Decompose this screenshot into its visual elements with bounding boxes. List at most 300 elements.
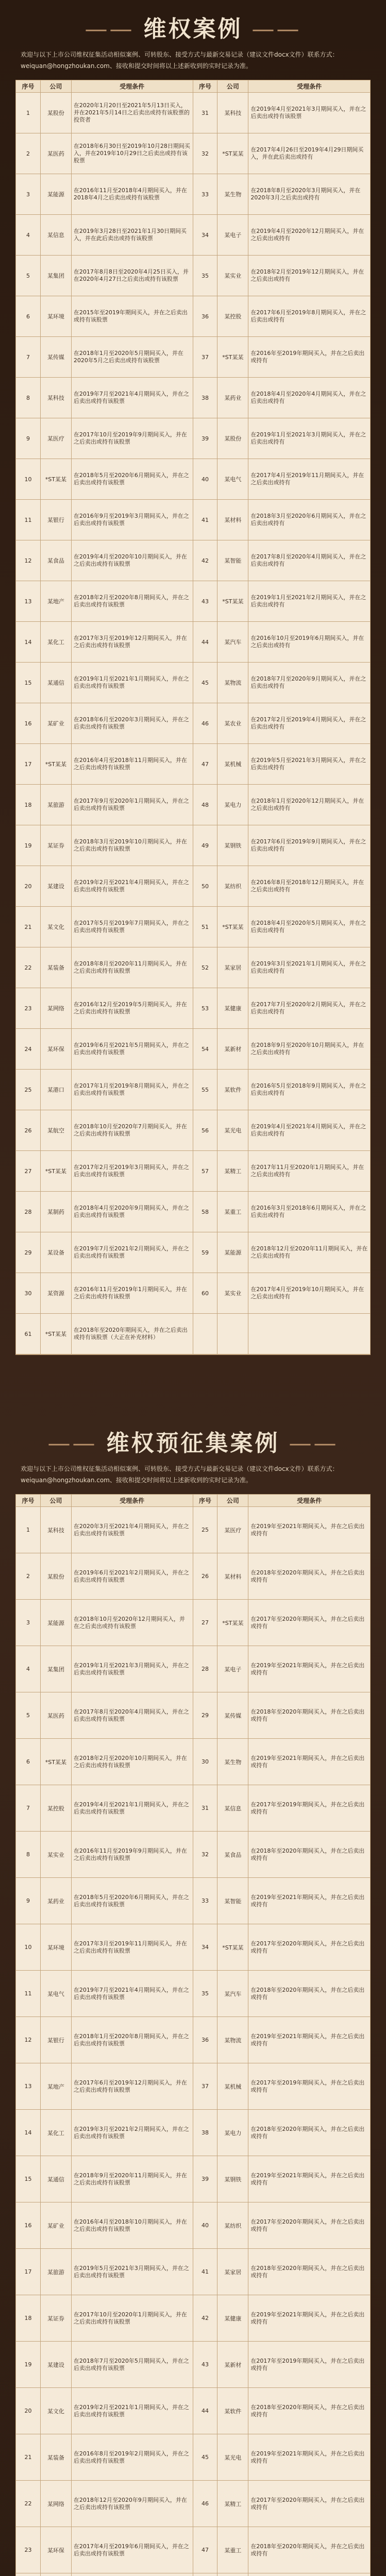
criteria: 在2019年4月至2021年4月期间买入，并在之后卖出或持有 xyxy=(248,1110,370,1151)
company-name: 某网络 xyxy=(41,988,72,1029)
company-name: 某家居 xyxy=(217,947,248,988)
company-name: 某装备 xyxy=(41,2434,72,2481)
row-number: 24 xyxy=(16,1029,41,1070)
table-row xyxy=(16,2110,370,2156)
company-name: 某新材 xyxy=(217,1029,248,1070)
company-name: 某传媒 xyxy=(217,1692,248,1739)
criteria: 在2018年2月至2020年10月期间买入，并在之后卖出或持有该股票 xyxy=(72,1739,193,1785)
row-number: 49 xyxy=(193,825,218,866)
row-number xyxy=(193,1314,218,1354)
company-name: 某电气 xyxy=(217,459,248,500)
section1-intro xyxy=(21,49,366,72)
row-number: 6 xyxy=(16,296,41,337)
company-name: 某智能 xyxy=(217,540,248,581)
criteria: 在2015年至2019年期间买入，并在之后卖出或持有该股票 xyxy=(72,296,193,337)
criteria: 在2018年10月至2020年12月期间买入，并在之后卖出或持有该股票 xyxy=(72,1600,193,1646)
company-name: 某电气 xyxy=(41,1971,72,2017)
company-name: *ST某某 xyxy=(217,1924,248,1971)
criteria: 在2019年3月28日至2021年1月30日期间买入，并在此后卖出或持有该股票 xyxy=(72,215,193,256)
criteria xyxy=(248,2573,370,2576)
criteria: 在2019年5月至2021年3月期间买入，并在之后卖出或持有 xyxy=(248,744,370,785)
table-row xyxy=(16,988,370,1029)
criteria: 在2019年6月至2021年5月期间买入，并在之后卖出或持有该股票 xyxy=(72,1029,193,1070)
row-number: 27 xyxy=(193,1600,218,1646)
row-number: 2 xyxy=(16,1553,41,1600)
criteria: 在2018年2月至2020年8月期间买入，并在之后卖出或持有该股票 xyxy=(72,581,193,622)
criteria: 在2019年2月至2021年1月期间买入，并在之后卖出或持有该股票 xyxy=(72,2388,193,2434)
row-number: 16 xyxy=(16,703,41,744)
criteria: 在2019年至2021年期间买入，并在之后卖出或持有 xyxy=(248,1739,370,1785)
table-row xyxy=(16,2573,370,2576)
criteria: 在2018年5月至2020年6月期间买入，并在之后卖出或持有该股票 xyxy=(72,459,193,500)
section2-intro-line1: 欢迎与以下上市公司维权征集活动相似案例、可转股东、接受方式与最新交易记录（建议文件docx文件）联系方式： xyxy=(21,1465,339,1472)
row-number: 36 xyxy=(193,296,218,337)
row-number: 43 xyxy=(193,581,218,622)
row-number: 21 xyxy=(16,907,41,947)
section2-title-text: 维权预征集案例 xyxy=(106,1430,280,1456)
criteria: 在2019年2月至2021年4月期间买入，并在之后卖出或持有该股票 xyxy=(72,866,193,907)
row-number: 16 xyxy=(16,2202,41,2249)
row-number: 42 xyxy=(193,540,218,581)
company-name: 某信息 xyxy=(217,1785,248,1832)
table-row xyxy=(16,1739,370,1785)
table-row xyxy=(16,703,370,744)
table-row xyxy=(16,785,370,825)
row-number: 11 xyxy=(16,500,41,540)
row-number: 20 xyxy=(16,2388,41,2434)
criteria: 在2017年10月至2019年9月期间买入，并在之后卖出或持有该股票 xyxy=(72,418,193,459)
row-number: 27 xyxy=(16,1151,41,1192)
company-name: 某汽车 xyxy=(217,1971,248,2017)
row-number: 59 xyxy=(193,1232,218,1273)
company-name: 某汽车 xyxy=(217,622,248,663)
criteria: 在2017年至2019年期间买入，并在之后卖出或持有 xyxy=(248,2342,370,2388)
criteria: 在2019年至2021年期间买入，并在之后卖出或持有 xyxy=(248,1507,370,1553)
criteria: 在2017年8月至2020年4月期间买入，并在之后卖出或持有该股票 xyxy=(72,1692,193,1739)
criteria: 在2017年至2020年期间买入，并在之后卖出或持有 xyxy=(248,1924,370,1971)
row-number: 19 xyxy=(16,2342,41,2388)
company-name: 某精工 xyxy=(217,1151,248,1192)
row-number: 50 xyxy=(193,866,218,907)
company-name: *ST某某 xyxy=(217,907,248,947)
row-number xyxy=(16,2573,41,2576)
row-number: 18 xyxy=(16,785,41,825)
company-name xyxy=(217,1314,248,1354)
row-number: 23 xyxy=(16,988,41,1029)
criteria: 在2016年12月至2019年5月期间买入，并在之后卖出或持有该股票 xyxy=(72,988,193,1029)
criteria: 在2017年6月至2019年9月期间买入，并在之后卖出或持有 xyxy=(248,825,370,866)
criteria: 在2019年5月至2021年3月期间买入，并在之后卖出或持有该股票 xyxy=(72,2249,193,2295)
company-name: *ST某某 xyxy=(41,744,72,785)
row-number: 48 xyxy=(193,785,218,825)
company-name: 某重工 xyxy=(217,2527,248,2573)
criteria: 在2017年11月至2020年1月期间买入，并在之后卖出或持有 xyxy=(248,1151,370,1192)
company-name: 某精工 xyxy=(217,2481,248,2527)
row-number: 30 xyxy=(16,1273,41,1314)
criteria: 在2017年2月至2019年3月期间买入，并在之后卖出或持有该股票 xyxy=(72,1151,193,1192)
company-name: 某药业 xyxy=(41,1878,72,1924)
table-row xyxy=(16,2295,370,2342)
table-header xyxy=(16,1495,370,1507)
row-number: 11 xyxy=(16,1971,41,2017)
row-number: 51 xyxy=(193,907,218,947)
table-row xyxy=(16,174,370,215)
row-number: 33 xyxy=(193,174,218,215)
criteria: 在2017年至2020年期间买入，并在之后卖出或持有 xyxy=(248,1600,370,1646)
company-name: 某环境 xyxy=(41,296,72,337)
company-name: 某实业 xyxy=(41,1832,72,1878)
criteria: 在2016年至2019年期间买入，并在之后卖出或持有 xyxy=(248,337,370,378)
row-number: 26 xyxy=(16,1110,41,1151)
table-row xyxy=(16,1832,370,1878)
row-number: 36 xyxy=(193,2017,218,2063)
criteria: 在2017年6月至2019年8月期间买入，并在之后卖出或持有 xyxy=(248,296,370,337)
criteria: 在2016年4月至2018年11月期间买入，并在之后卖出或持有该股票 xyxy=(72,744,193,785)
row-number: 39 xyxy=(193,418,218,459)
row-number: 43 xyxy=(193,2342,218,2388)
company-name: 某建设 xyxy=(41,866,72,907)
criteria: 在2017年至2020年期间买入，并在之后卖出或持有 xyxy=(248,2202,370,2249)
row-number: 38 xyxy=(193,2110,218,2156)
company-name: 某医疗 xyxy=(41,418,72,459)
table-row xyxy=(16,581,370,622)
table-row xyxy=(16,2249,370,2295)
company-name: 某证券 xyxy=(41,2295,72,2342)
company-name: *ST某某 xyxy=(41,1151,72,1192)
row-number: 21 xyxy=(16,2434,41,2481)
row-number: 35 xyxy=(193,1971,218,2017)
company-name: 某电子 xyxy=(217,1646,248,1692)
criteria: 在2019年至2021年期间买入，并在之后卖出或持有 xyxy=(248,2295,370,2342)
criteria: 在2018年1月至2020年8月期间买入，并在之后卖出或持有该股票 xyxy=(72,2017,193,2063)
company-name: 某光电 xyxy=(217,2434,248,2481)
criteria: 在2017年8月8日至2020年4月25日买入，并在2020年4月27日之后卖出或持有该股票 xyxy=(72,256,193,296)
criteria: 在2016年9月至2019年3月期间买入，并在之后卖出或持有该股票 xyxy=(72,500,193,540)
company-name: 某软件 xyxy=(217,2388,248,2434)
row-number: 40 xyxy=(193,2202,218,2249)
criteria: 在2018年至2020年期间买入，并在之后卖出或持有 xyxy=(248,1832,370,1878)
row-number: 8 xyxy=(16,1832,41,1878)
criteria: 在2019年4月至2020年12月期间买入，并在之后卖出或持有 xyxy=(248,215,370,256)
row-number: 10 xyxy=(16,1924,41,1971)
header-cell: 序号 xyxy=(193,1495,218,1507)
row-number: 19 xyxy=(16,825,41,866)
row-number: 15 xyxy=(16,663,41,703)
criteria: 在2018年至2020年期间买入，并在之后卖出或持有 xyxy=(248,1692,370,1739)
company-name: 某钢铁 xyxy=(217,2156,248,2202)
table-row xyxy=(16,2017,370,2063)
criteria: 在2018年至2020年期间买入，并在之后卖出或持有该股票（大正在补充材料） xyxy=(72,1314,193,1354)
company-name: 某股份 xyxy=(41,1553,72,1600)
section1-intro-line1: 欢迎与以下上市公司维权征集活动相似案例、可转股东、接受方式与最新交易记录（建议文件docx文件）联系方式： xyxy=(21,51,339,58)
company-name: *ST某某 xyxy=(217,337,248,378)
criteria: 在2017年7月至2020年2月期间买入，并在之后卖出或持有 xyxy=(248,988,370,1029)
row-number: 29 xyxy=(16,1232,41,1273)
criteria: 在2016年8月至2018年12月期间买入，并在之后卖出或持有 xyxy=(248,866,370,907)
criteria: 在2017年5月至2019年7月期间买入，并在之后卖出或持有该股票 xyxy=(72,907,193,947)
table-row xyxy=(16,337,370,378)
row-number: 5 xyxy=(16,1692,41,1739)
section2-title: —— 维权预征集案例 —— xyxy=(47,1430,339,1456)
row-number: 44 xyxy=(193,2388,218,2434)
criteria: 在2018年5月至2020年6月期间买入，并在之后卖出或持有该股票 xyxy=(72,1878,193,1924)
row-number: 44 xyxy=(193,622,218,663)
company-name: 某通信 xyxy=(41,2156,72,2202)
company-name: 某股份 xyxy=(217,418,248,459)
company-name: 某文化 xyxy=(41,2388,72,2434)
header-cell: 受理条件 xyxy=(72,80,193,93)
company-name: 某信息 xyxy=(41,215,72,256)
row-number: 28 xyxy=(193,1646,218,1692)
company-name: 某农业 xyxy=(217,703,248,744)
company-name: 某医药 xyxy=(41,1692,72,1739)
header-cell: 序号 xyxy=(16,80,41,93)
criteria: 在2017年至2020年期间买入，并在之后卖出或持有 xyxy=(248,2481,370,2527)
row-number: 3 xyxy=(16,1600,41,1646)
table-row xyxy=(16,1232,370,1273)
row-number: 31 xyxy=(193,93,218,133)
criteria: 在2020年1月20日至2021年5月13日买入，并在2021年5月14日之后卖出或持有该股票的投资者 xyxy=(72,93,193,133)
company-name: 某集团 xyxy=(41,1646,72,1692)
criteria: 在2018年7月至2020年9月期间买入，并在之后卖出或持有 xyxy=(248,663,370,703)
company-name: 某设备 xyxy=(41,1232,72,1273)
row-number: 33 xyxy=(193,1878,218,1924)
criteria: 在2018年6月至2020年3月期间买入，并在之后卖出或持有该股票 xyxy=(72,703,193,744)
row-number: 58 xyxy=(193,1192,218,1232)
row-number: 42 xyxy=(193,2295,218,2342)
header-cell: 公司 xyxy=(41,1495,72,1507)
criteria: 在2018年至2020年期间买入，并在之后卖出或持有 xyxy=(248,1553,370,1600)
row-number: 25 xyxy=(16,1070,41,1110)
company-name: 某医药 xyxy=(41,133,72,174)
row-number: 1 xyxy=(16,93,41,133)
company-name: 某银行 xyxy=(41,2017,72,2063)
criteria: 在2018年3月至2020年6月期间买入，并在之后卖出或持有 xyxy=(248,500,370,540)
row-number: 9 xyxy=(16,418,41,459)
section2-table xyxy=(15,1494,371,2576)
company-name: 某传媒 xyxy=(41,337,72,378)
criteria: 在2017年8月至2020年4月期间买入，并在之后卖出或持有 xyxy=(248,540,370,581)
company-name: 某地产 xyxy=(41,2063,72,2110)
company-name: 某科技 xyxy=(217,93,248,133)
company-name: 某证券 xyxy=(41,825,72,866)
company-name: 某家居 xyxy=(217,2249,248,2295)
company-name: *ST某某 xyxy=(217,1600,248,1646)
company-name: 某网络 xyxy=(41,2481,72,2527)
criteria: 在2019年至2021年期间买入，并在之后卖出或持有 xyxy=(248,2017,370,2063)
criteria: 在2017年4月至2019年10月期间买入，并在之后卖出或持有 xyxy=(248,1273,370,1314)
row-number: 45 xyxy=(193,663,218,703)
criteria: 在2016年5月至2018年9月期间买入，并在之后卖出或持有 xyxy=(248,1070,370,1110)
row-number: 20 xyxy=(16,866,41,907)
table-row xyxy=(16,1110,370,1151)
company-name: 某物流 xyxy=(217,663,248,703)
company-name: 某食品 xyxy=(217,1832,248,1878)
company-name: 某环境 xyxy=(41,1924,72,1971)
row-number: 47 xyxy=(193,2527,218,2573)
criteria: 在2017年4月26日至2019年4月29日期间买入，并在此后卖出或持有 xyxy=(248,133,370,174)
company-name: 某健康 xyxy=(217,2295,248,2342)
criteria: 在2018年9月至2020年11月期间买入，并在之后卖出或持有该股票 xyxy=(72,2156,193,2202)
header-cell: 序号 xyxy=(16,1495,41,1507)
row-number xyxy=(193,2573,218,2576)
row-number: 4 xyxy=(16,215,41,256)
company-name: 某电子 xyxy=(217,215,248,256)
criteria: 在2018年8月至2020年11月期间买入，并在之后卖出或持有该股票 xyxy=(72,947,193,988)
row-number: 7 xyxy=(16,1785,41,1832)
company-name: 某实业 xyxy=(217,1273,248,1314)
row-number: 29 xyxy=(193,1692,218,1739)
row-number: 6 xyxy=(16,1739,41,1785)
table-row xyxy=(16,1192,370,1232)
criteria: 在2018年至2020年期间买入，并在之后卖出或持有 xyxy=(248,1971,370,2017)
criteria: 在2019年3月至2021年1月期间买入，并在之后卖出或持有 xyxy=(248,947,370,988)
row-number: 45 xyxy=(193,2434,218,2481)
criteria: 在2018年4月至2020年5月期间买入，并在之后卖出或持有 xyxy=(248,907,370,947)
company-name: 某生物 xyxy=(217,174,248,215)
header-cell: 受理条件 xyxy=(72,1495,193,1507)
company-name: 某地产 xyxy=(41,581,72,622)
table-row xyxy=(16,825,370,866)
criteria: 在2018年4月至2020年4月期间买入，并在之后卖出或持有 xyxy=(248,378,370,418)
criteria: 在2018年至2020年期间买入，并在之后卖出或持有 xyxy=(248,2527,370,2573)
table-row xyxy=(16,1878,370,1924)
row-number: 37 xyxy=(193,2063,218,2110)
company-name: *ST某某 xyxy=(217,581,248,622)
row-number: 40 xyxy=(193,459,218,500)
row-number: 34 xyxy=(193,1924,218,1971)
row-number: 22 xyxy=(16,2481,41,2527)
row-number: 32 xyxy=(193,133,218,174)
row-number: 56 xyxy=(193,1110,218,1151)
company-name: 某能源 xyxy=(41,174,72,215)
company-name: 某控股 xyxy=(217,296,248,337)
row-number: 25 xyxy=(193,1507,218,1553)
company-name: 某装备 xyxy=(41,947,72,988)
company-name: 某股份 xyxy=(41,93,72,133)
criteria: 在2017年3月至2019年12月期间买入，并在之后卖出或持有该股票 xyxy=(72,622,193,663)
criteria: 在2018年至2020年期间买入，并在之后卖出或持有 xyxy=(248,2388,370,2434)
company-name: 某能源 xyxy=(41,1600,72,1646)
row-number: 30 xyxy=(193,1739,218,1785)
company-name: 某智能 xyxy=(217,1878,248,1924)
company-name: 某机械 xyxy=(217,2063,248,2110)
company-name: 某矿业 xyxy=(41,2202,72,2249)
table-row xyxy=(16,256,370,296)
table-row xyxy=(16,2342,370,2388)
company-name: 某银行 xyxy=(41,500,72,540)
table-row xyxy=(16,2434,370,2481)
company-name: *ST某某 xyxy=(41,1314,72,1354)
criteria: 在2019年至2021年期间买入，并在之后卖出或持有 xyxy=(248,2434,370,2481)
row-number: 28 xyxy=(16,1192,41,1232)
criteria: 在2019年7月至2021年2月期间买入，并在之后卖出或持有该股票 xyxy=(72,1232,193,1273)
company-name: 某集团 xyxy=(41,256,72,296)
row-number: 13 xyxy=(16,581,41,622)
row-number: 7 xyxy=(16,337,41,378)
row-number: 47 xyxy=(193,744,218,785)
criteria: 在2016年3月至2018年6月期间买入，并在之后卖出或持有 xyxy=(248,1192,370,1232)
criteria: 在2018年1月至2020年12月期间买入，并在之后卖出或持有 xyxy=(248,785,370,825)
company-name: 某实业 xyxy=(217,256,248,296)
company-name: 某材料 xyxy=(217,500,248,540)
table-row xyxy=(16,866,370,907)
company-name: 某通信 xyxy=(41,663,72,703)
criteria: 在2020年3月至2021年4月期间买入，并在之后卖出或持有该股票 xyxy=(72,1507,193,1553)
criteria: 在2019年至2021年期间买入，并在之后卖出或持有 xyxy=(248,1646,370,1692)
criteria: 在2018年至2020年期间买入，并在之后卖出或持有 xyxy=(248,2110,370,2156)
table-row xyxy=(16,2202,370,2249)
company-name: 某化工 xyxy=(41,622,72,663)
table-row xyxy=(16,1507,370,1553)
criteria: 在2019年1月至2021年3月期间买入，并在之后卖出或持有 xyxy=(248,418,370,459)
criteria: 在2018年至2020年期间买入，并在之后卖出或持有 xyxy=(248,2249,370,2295)
company-name: *ST某某 xyxy=(41,459,72,500)
company-name: 某新材 xyxy=(217,2342,248,2388)
table-row xyxy=(16,2388,370,2434)
company-name: 某旅游 xyxy=(41,785,72,825)
row-number: 12 xyxy=(16,2017,41,2063)
table-row xyxy=(16,1646,370,1692)
row-number: 8 xyxy=(16,378,41,418)
row-number: 5 xyxy=(16,256,41,296)
row-number: 17 xyxy=(16,744,41,785)
company-name: 某电力 xyxy=(217,785,248,825)
company-name: 某材料 xyxy=(217,1553,248,1600)
company-name: 某食品 xyxy=(41,540,72,581)
company-name: 某生物 xyxy=(217,1739,248,1785)
row-number: 9 xyxy=(16,1878,41,1924)
row-number: 10 xyxy=(16,459,41,500)
criteria: 在2017年2月至2019年4月期间买入，并在之后卖出或持有 xyxy=(248,703,370,744)
table-row xyxy=(16,947,370,988)
criteria: 在2018年10月至2020年7月期间买入，并在之后卖出或持有该股票 xyxy=(72,1110,193,1151)
table-row xyxy=(16,215,370,256)
criteria: 在2018年8月至2020年3月期间买入，并在2020年3月之后卖出或持有 xyxy=(248,174,370,215)
row-number: 32 xyxy=(193,1832,218,1878)
row-number: 3 xyxy=(16,174,41,215)
row-number: 23 xyxy=(16,2527,41,2573)
table-row xyxy=(16,2527,370,2573)
table-row xyxy=(16,1314,370,1354)
row-number: 54 xyxy=(193,1029,218,1070)
criteria: 在2018年1月至2020年5月期间买入，并在2020年5月之后卖出或持有该股票 xyxy=(72,337,193,378)
row-number: 13 xyxy=(16,2063,41,2110)
criteria: 在2017年至2019年期间买入，并在之后卖出或持有 xyxy=(248,2063,370,2110)
table-row xyxy=(16,1785,370,1832)
section2-intro xyxy=(21,1463,366,1486)
table-row xyxy=(16,1070,370,1110)
company-name: 某健康 xyxy=(217,988,248,1029)
criteria: 在2018年12月至2020年11月期间买入，并在之后卖出或持有 xyxy=(248,1232,370,1273)
criteria: 在2018年2月至2019年12月期间买入，并在之后卖出或持有 xyxy=(248,256,370,296)
criteria: 在2017年10月至2020年1月期间买入，并在之后卖出或持有该股票 xyxy=(72,2295,193,2342)
row-number: 17 xyxy=(16,2249,41,2295)
row-number: 14 xyxy=(16,622,41,663)
criteria: 在2017年至2019年期间买入，并在之后卖出或持有 xyxy=(248,1785,370,1832)
row-number: 22 xyxy=(16,947,41,988)
table-row xyxy=(16,296,370,337)
row-number: 46 xyxy=(193,703,218,744)
table-row xyxy=(16,500,370,540)
section1-table xyxy=(15,80,371,1355)
company-name: 某航空 xyxy=(41,1110,72,1151)
company-name: 某光电 xyxy=(217,1110,248,1151)
company-name: 某科技 xyxy=(41,1507,72,1553)
criteria: 在2019年4月至2021年3月期间买入，并在之后卖出或持有该股票 xyxy=(248,93,370,133)
company-name: 某软件 xyxy=(217,1070,248,1110)
company-name: 某制药 xyxy=(41,1192,72,1232)
